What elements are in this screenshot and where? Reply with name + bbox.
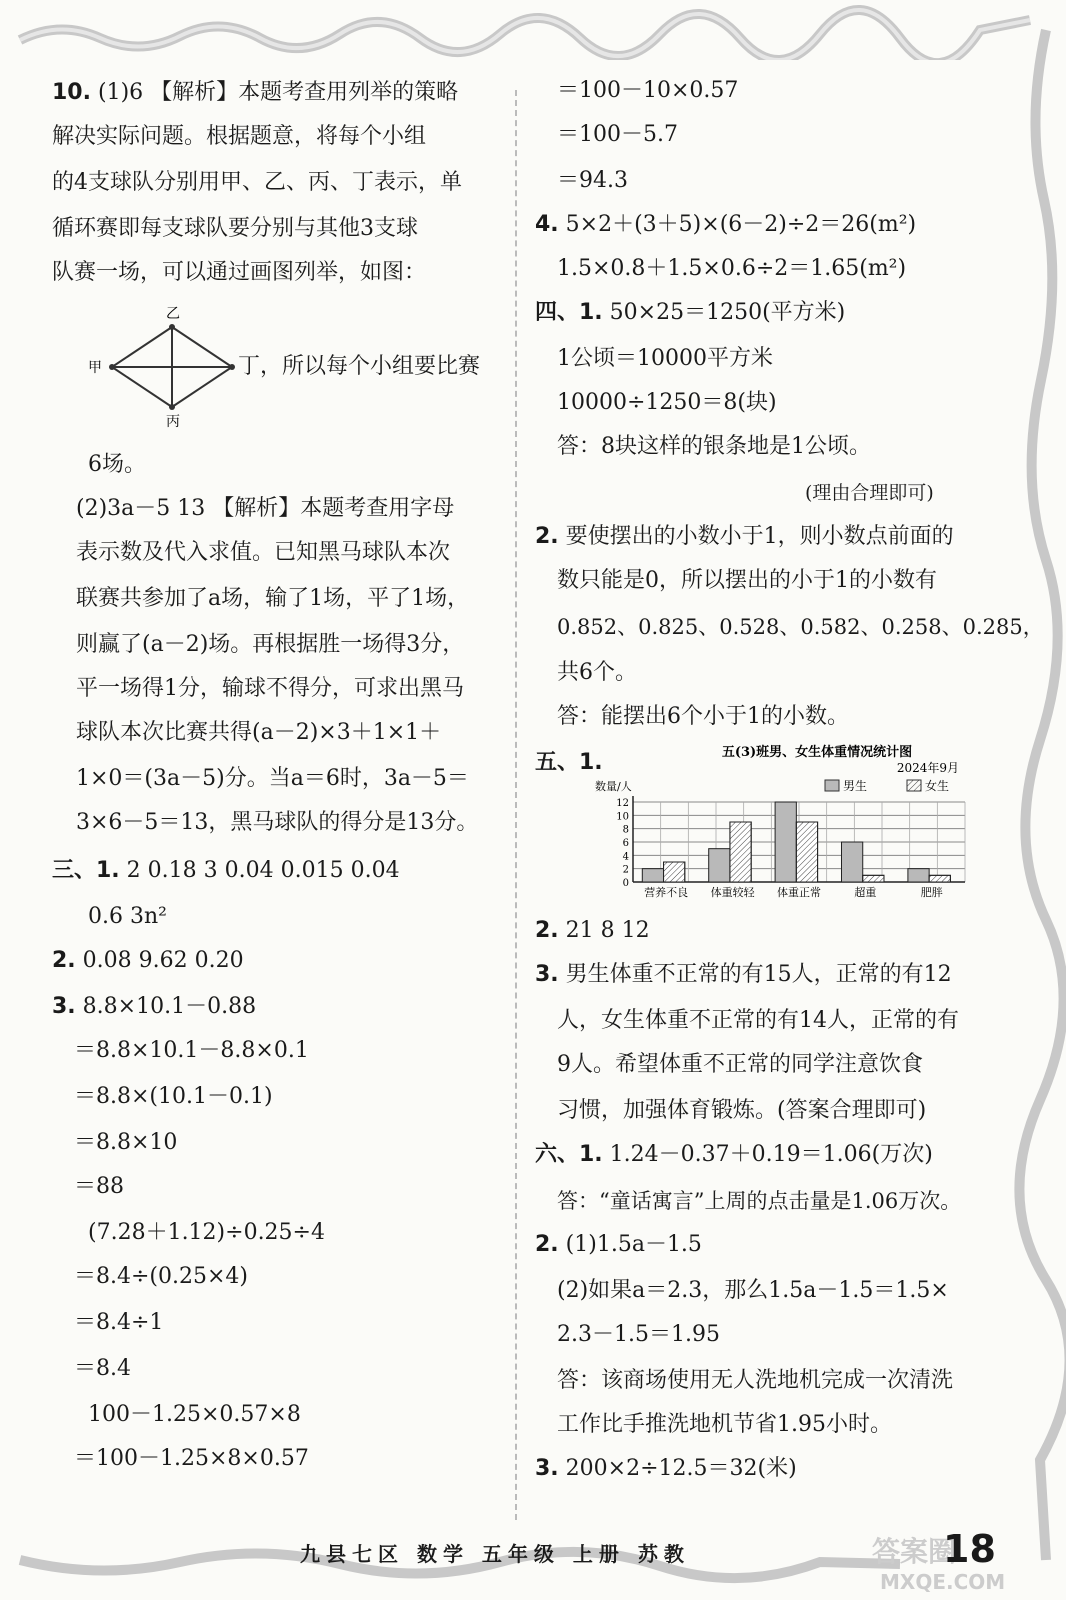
legend-swatch-1 — [907, 780, 921, 791]
footer-text: 九县七区 数学 五年级 上册 苏教 — [300, 1542, 690, 1566]
s4-1-label: 四、1. — [535, 300, 603, 325]
q10-answer-6: 6场。 — [88, 452, 146, 477]
s6-2-line-1 — [535, 1230, 702, 1260]
s6-1-label: 六、1. — [535, 1142, 603, 1167]
s4-2-label: 2. — [535, 524, 559, 549]
q10-2-line-2: 表示数及代入求值。已知黑马球队本次 — [76, 540, 451, 565]
x-tick-label-3: 超重 — [854, 886, 877, 899]
legend-label-0: 男生 — [843, 779, 868, 793]
s6-2-line-4: 答：该商场使用无人洗地机完成一次清洗 — [557, 1368, 954, 1393]
s3-2-label: 2. — [52, 948, 76, 973]
q10-line-4: 循环赛即每支球队要分别与其他3支球 — [52, 216, 418, 241]
legend-swatch-0 — [825, 780, 839, 791]
s3-3-line-4: ＝8.8×10 — [74, 1130, 178, 1155]
s5-2-line — [535, 916, 650, 946]
q4-calc-1: 5×2＋(3＋5)×(6－2)÷2＝26(m²) — [565, 212, 917, 237]
chart-title: 五(3)班男、女生体重情况统计图 — [721, 745, 913, 760]
s6-2-label: 2. — [535, 1232, 559, 1257]
s3-3-line-11: ＝100－1.25×8×0.57 — [74, 1446, 309, 1471]
r-top-line-1: ＝100－10×0.57 — [557, 78, 739, 103]
s3-3-line-3: ＝8.8×(10.1－0.1) — [74, 1084, 273, 1109]
diagram-node-left: 甲 — [88, 360, 102, 376]
bar-女生-超重 — [863, 875, 884, 882]
chart-date: 2024年9月 — [896, 761, 959, 775]
y-tick-label-3: 6 — [622, 838, 629, 849]
diagram-right-text — [238, 352, 480, 382]
s3-1-line-1 — [52, 856, 400, 886]
s6-2-text-1: (1)1.5a－1.5 — [565, 1232, 702, 1257]
y-tick-label-0: 0 — [622, 878, 629, 889]
s5-3-line-3: 9人。希望体重不正常的同学注意饮食 — [557, 1052, 923, 1077]
q10-2-line-4: 则赢了(a－2)场。再根据胜一场得3分， — [76, 632, 465, 657]
s4-1-line-1 — [535, 298, 845, 328]
s3-3-line-1 — [52, 992, 256, 1022]
decorative-top-border — [0, 0, 1066, 60]
legend-label-1: 女生 — [925, 779, 950, 793]
y-tick-label-1: 2 — [622, 864, 629, 876]
y-tick-label-2: 4 — [622, 851, 629, 863]
q4-line-1 — [535, 210, 916, 240]
y-tick-label-5: 10 — [616, 811, 629, 823]
weight-bar-chart — [589, 742, 973, 902]
s5-1-label-text: 五、1. — [535, 750, 603, 775]
s3-3-line-2: ＝8.8×10.1－8.8×0.1 — [74, 1038, 309, 1063]
page-number: 18 — [943, 1527, 996, 1571]
s3-3-line-5: ＝88 — [74, 1174, 124, 1199]
s3-1-answers: 2 0.18 3 0.04 0.015 0.04 — [126, 858, 400, 883]
bar-女生-营养不良 — [664, 862, 685, 882]
bar-女生-肥胖 — [929, 875, 950, 882]
s3-2-line — [52, 946, 244, 976]
q10-line-5: 队赛一场，可以通过画图列举，如图： — [52, 260, 427, 285]
q4-line-2: 1.5×0.8＋1.5×0.6÷2＝1.65(m²) — [557, 256, 907, 281]
x-tick-label-2: 体重正常 — [777, 886, 821, 899]
s6-3-label: 3. — [535, 1456, 559, 1481]
q10-2-line-3: 联赛共参加了a场，输了1场，平了1场， — [76, 586, 470, 611]
s5-2-label: 2. — [535, 918, 559, 943]
s4-2-line-3: 0.852、0.825、0.528、0.582、0.258、0.285， — [557, 615, 1044, 639]
q10-text-1: (1)6 【解析】本题考查用列举的策略 — [97, 80, 459, 105]
s6-3-line — [535, 1454, 797, 1484]
s3-3-line-6: (7.28＋1.12)÷0.25÷4 — [88, 1220, 325, 1245]
decorative-right-border — [1006, 0, 1066, 1600]
y-tick-label-6: 12 — [616, 798, 629, 809]
s3-3-line-10: 100－1.25×0.57×8 — [88, 1402, 301, 1427]
s4-1-calc-1: 50×25＝1250(平方米) — [609, 300, 846, 325]
s6-1-calc: 1.24－0.37＋0.19＝1.06(万次) — [609, 1142, 933, 1167]
s5-2-answers: 21 8 12 — [565, 918, 650, 943]
s3-1-line-2: 0.6 3n² — [88, 904, 167, 929]
q10-2-line-1: (2)3a－5 13 【解析】本题考查用字母 — [76, 496, 455, 521]
s6-2-line-5: 工作比手推洗地机节省1.95小时。 — [557, 1412, 892, 1437]
watermark-logo: 答案圈 — [872, 1535, 957, 1568]
diagram-node-right: 丁 — [238, 354, 261, 379]
q10-2-line-5: 平一场得1分，输球不得分，可求出黑马 — [76, 676, 464, 701]
s3-1-label: 三、1. — [52, 858, 120, 883]
s3-3-line-8: ＝8.4÷1 — [74, 1310, 164, 1335]
bar-男生-肥胖 — [908, 869, 929, 882]
s4-1-line-2: 1公顷＝10000平方米 — [557, 346, 773, 371]
s4-2-line-2: 数只能是0，所以摆出的小于1的小数有 — [557, 568, 937, 593]
s6-2-line-3: 2.3－1.5＝1.95 — [557, 1322, 720, 1347]
s4-2-text-1: 要使摆出的小数小于1，则小数点前面的 — [565, 524, 954, 549]
q10-2-line-6: 球队本次比赛共得(a－2)×3＋1×1＋ — [76, 720, 442, 745]
s6-1-line-1 — [535, 1140, 933, 1170]
q10-line-1 — [52, 78, 458, 108]
s3-3-line-7: ＝8.4÷(0.25×4) — [74, 1264, 249, 1289]
s4-1-line-3: 10000÷1250＝8(块) — [557, 390, 777, 415]
s4-1-line-4: 答：8块这样的银条地是1公顷。 — [557, 434, 871, 459]
bar-女生-体重较轻 — [730, 822, 751, 882]
watermark-url: MXQE.COM — [880, 1570, 1006, 1594]
s4-2-line-1 — [535, 522, 954, 552]
bar-男生-体重较轻 — [709, 849, 730, 882]
s4-2-line-4: 共6个。 — [557, 660, 637, 685]
s6-1-line-2: 答：“童话寓言”上周的点击量是1.06万次。 — [557, 1189, 962, 1213]
bar-男生-体重正常 — [775, 802, 796, 882]
s5-3-label: 3. — [535, 962, 559, 987]
s5-3-line-2: 人，女生体重不正常的有14人，正常的有 — [557, 1008, 959, 1033]
bar-女生-体重正常 — [796, 822, 817, 882]
q10-line-2: 解决实际问题。根据题意，将每个小组 — [52, 124, 427, 149]
chart-ylabel: 数量/人 — [595, 780, 632, 793]
q10-label: 10. — [52, 80, 91, 105]
r-top-line-2: ＝100－5.7 — [557, 122, 678, 147]
s3-3-label: 3. — [52, 994, 76, 1019]
x-tick-label-4: 肥胖 — [920, 886, 943, 899]
s3-3-calc-1: 8.8×10.1－0.88 — [82, 994, 257, 1019]
s5-3-line-1 — [535, 960, 952, 990]
diagram-node-top: 乙 — [166, 306, 180, 322]
s3-3-line-9: ＝8.4 — [74, 1356, 131, 1381]
q10-2-line-8: 3×6－5＝13，黑马球队的得分是13分。 — [76, 810, 479, 835]
s3-2-answers: 0.08 9.62 0.20 — [82, 948, 244, 973]
s5-3-text-1: 男生体重不正常的有15人，正常的有12 — [565, 962, 952, 987]
s5-3-line-4: 习惯，加强体育锻炼。(答案合理即可) — [557, 1098, 927, 1123]
q10-2-line-7: 1×0＝(3a－5)分。当a＝6时，3a－5＝ — [76, 766, 469, 791]
r-top-line-3: ＝94.3 — [557, 168, 628, 193]
y-tick-label-4: 8 — [622, 824, 629, 836]
diagram-after-text: ，所以每个小组要比赛 — [260, 354, 481, 379]
s4-2-line-5: 答：能摆出6个小于1的小数。 — [557, 704, 849, 729]
q10-line-3: 的4支球队分别用甲、乙、丙、丁表示，单 — [52, 170, 462, 195]
s6-2-line-2: (2)如果a＝2.3，那么1.5a－1.5＝1.5× — [557, 1278, 949, 1303]
diagram-node-bottom: 丙 — [166, 414, 180, 430]
s6-3-calc: 200×2÷12.5＝32(米) — [565, 1456, 797, 1481]
bar-男生-超重 — [841, 842, 862, 882]
q4-label: 4. — [535, 212, 559, 237]
bar-男生-营养不良 — [642, 869, 663, 882]
column-divider — [515, 90, 517, 1520]
x-tick-label-0: 营养不良 — [644, 886, 689, 899]
x-tick-label-1: 体重较轻 — [710, 886, 755, 899]
s4-1-note: (理由合理即可) — [805, 482, 934, 504]
